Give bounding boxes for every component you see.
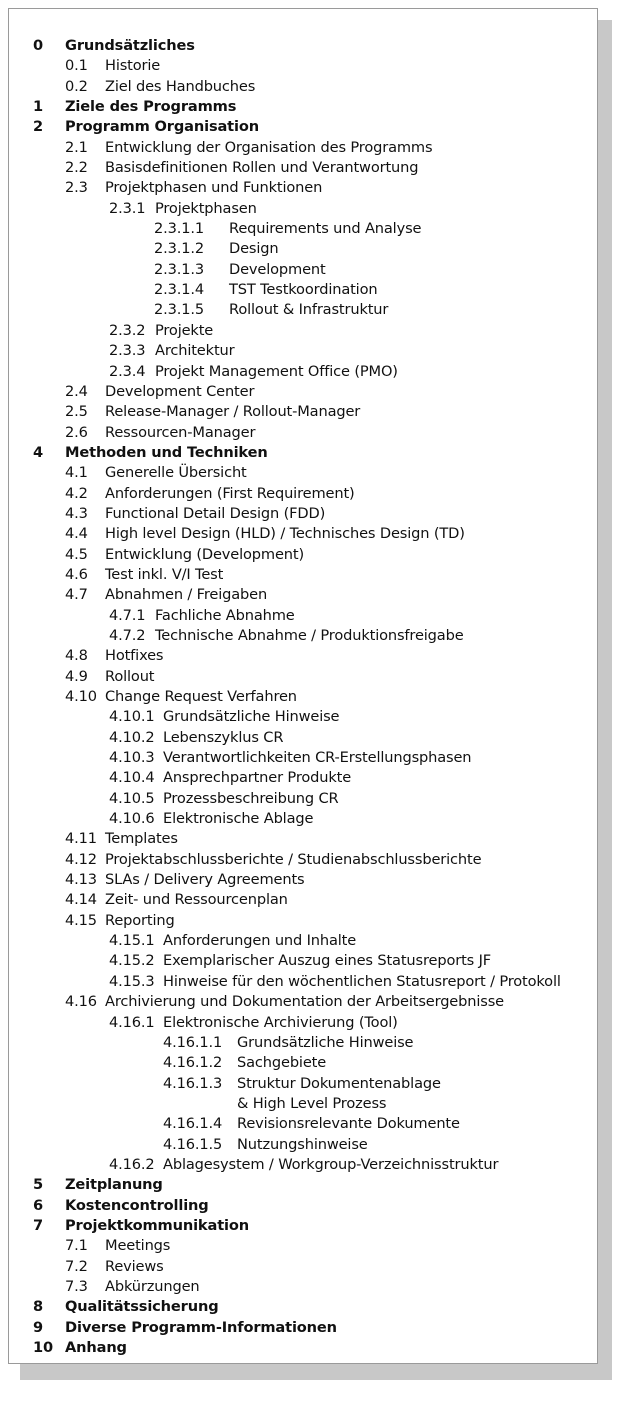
- toc-entry[interactable]: [33, 1236, 591, 1256]
- toc-entry-title: Nutzungshinweise: [237, 1135, 368, 1153]
- toc-entry-number: 4.10.2: [109, 728, 155, 746]
- toc-entry-title: Projekte: [155, 321, 214, 339]
- toc-entry-title: Anhang: [65, 1339, 127, 1356]
- toc-entry[interactable]: [33, 1297, 591, 1317]
- toc-entry-title: Test inkl. V/I Test: [105, 565, 224, 583]
- toc-entry-number: 4.16: [65, 993, 97, 1011]
- toc-entry-title: Programm Organisation: [65, 118, 259, 136]
- toc-entry-title: Entwicklung der Organisation des Programms: [105, 138, 433, 156]
- toc-entry-number: 7.3: [65, 1277, 88, 1295]
- toc-entry-number: 2: [33, 118, 44, 136]
- toc-entry-number: 4.16.1.5: [163, 1135, 223, 1153]
- toc-entry[interactable]: [33, 56, 591, 76]
- table-of-contents: [33, 36, 591, 1358]
- toc-entry-title: Basisdefinitionen Rollen und Verantwortung: [105, 159, 419, 177]
- toc-entry-number: 4.14: [65, 891, 97, 909]
- toc-entry[interactable]: [33, 138, 591, 158]
- toc-entry-number: 4.7.1: [109, 606, 146, 624]
- toc-entry-number: 4.1: [65, 464, 88, 482]
- toc-entry-number: 7.2: [65, 1257, 88, 1275]
- toc-entry-number: 4.12: [65, 850, 97, 868]
- toc-entry[interactable]: [33, 768, 591, 788]
- toc-entry-number: 4.13: [65, 871, 97, 889]
- toc-entry-number: 4.10: [65, 688, 97, 705]
- toc-entry-title: Change Request Verfahren: [105, 688, 297, 705]
- toc-entry-number: 4.7.2: [109, 626, 146, 644]
- toc-entry-title: Ziel des Handbuches: [105, 77, 256, 95]
- toc-entry-number: 4: [33, 443, 44, 461]
- toc-entry[interactable]: [33, 524, 591, 544]
- toc-entry[interactable]: [33, 178, 591, 198]
- toc-entry[interactable]: [33, 646, 591, 666]
- toc-entry-title: Anforderungen und Inhalte: [163, 932, 357, 950]
- toc-entry-title: Requirements und Analyse: [229, 220, 422, 238]
- toc-entry[interactable]: [33, 911, 591, 931]
- toc-entry-number: 2.5: [65, 403, 88, 421]
- toc-entry[interactable]: [33, 158, 591, 178]
- toc-entry-number: 4.16.1.4: [163, 1115, 223, 1133]
- toc-entry[interactable]: [33, 972, 591, 992]
- toc-entry-number: 2.1: [65, 138, 88, 156]
- toc-entry[interactable]: [33, 1216, 591, 1236]
- toc-entry-title: Rollout: [105, 667, 155, 685]
- toc-entry-title: Projektkommunikation: [65, 1216, 249, 1234]
- toc-entry[interactable]: [33, 362, 591, 382]
- toc-entry-title: Projekt Management Office (PMO): [155, 362, 398, 380]
- toc-entry-number: 4.9: [65, 667, 88, 685]
- toc-entry-number: 2.3.1: [109, 199, 146, 217]
- toc-entry[interactable]: [33, 219, 591, 239]
- toc-entry[interactable]: [33, 1318, 591, 1338]
- toc-entry[interactable]: [33, 829, 591, 849]
- toc-entry-title: High level Design (HLD) / Technisches Design (TD): [105, 525, 465, 543]
- toc-entry[interactable]: [33, 463, 591, 483]
- toc-entry-number: 7.1: [65, 1237, 88, 1255]
- toc-entry[interactable]: [33, 992, 591, 1012]
- toc-entry[interactable]: [33, 1257, 591, 1277]
- toc-entry-number: 2.3: [65, 179, 88, 197]
- toc-entry-title: Hotfixes: [105, 647, 164, 665]
- toc-entry-number: 9: [33, 1318, 44, 1336]
- toc-entry[interactable]: [33, 77, 591, 97]
- toc-entry[interactable]: [33, 382, 591, 402]
- toc-entry[interactable]: [33, 606, 591, 626]
- toc-entry[interactable]: [33, 707, 591, 727]
- toc-entry[interactable]: [33, 443, 591, 463]
- toc-entry-title: Projektabschlussberichte / Studienabschlussberichte: [105, 850, 482, 868]
- toc-entry[interactable]: [33, 626, 591, 646]
- toc-entry[interactable]: [33, 484, 591, 504]
- toc-entry[interactable]: [33, 97, 591, 117]
- toc-entry-title: Generelle Übersicht: [105, 464, 247, 482]
- toc-entry-number: 10: [33, 1339, 54, 1356]
- toc-entry[interactable]: [33, 1013, 591, 1033]
- toc-entry[interactable]: [33, 117, 591, 137]
- toc-entry-title: Templates: [105, 830, 178, 848]
- toc-entry-number: 4.15.3: [109, 972, 155, 990]
- toc-entry-title: Sachgebiete: [237, 1054, 327, 1072]
- toc-entry-title: Ansprechpartner Produkte: [163, 769, 352, 787]
- toc-entry-number: 7: [33, 1216, 44, 1234]
- toc-entry-title: Reviews: [105, 1257, 164, 1275]
- toc-entry-title: Architektur: [155, 342, 235, 360]
- toc-entry-title: Meetings: [105, 1237, 171, 1255]
- toc-entry-number: 4.16.2: [109, 1155, 155, 1173]
- toc-entry-number: 4.15.2: [109, 952, 155, 970]
- toc-entry-title: Elektronische Ablage: [163, 810, 314, 828]
- toc-entry-title: Methoden und Techniken: [65, 443, 268, 461]
- toc-entry[interactable]: [33, 1053, 591, 1073]
- toc-entry[interactable]: [33, 951, 591, 971]
- toc-entry-title: Projektphasen: [155, 199, 257, 217]
- toc-entry-title: Diverse Programm-Informationen: [65, 1318, 337, 1336]
- toc-entry-number: 4.15.1: [109, 932, 155, 950]
- toc-entry-title: Anforderungen (First Requirement): [105, 484, 355, 502]
- toc-entry-title: Prozessbeschreibung CR: [163, 789, 339, 807]
- toc-entry-title: Zeitplanung: [65, 1176, 163, 1194]
- toc-entry[interactable]: [33, 321, 591, 341]
- toc-entry-number: 4.4: [65, 525, 88, 543]
- toc-entry-number: 4.7: [65, 586, 88, 604]
- toc-entry[interactable]: [33, 687, 591, 707]
- toc-entry-number: 2.4: [65, 382, 88, 400]
- toc-entry-title: Abkürzungen: [105, 1277, 200, 1295]
- toc-entry-title: Historie: [105, 57, 161, 75]
- toc-entry-number: 2.3.1.4: [154, 281, 205, 299]
- toc-entry-number: 8: [33, 1298, 44, 1316]
- toc-entry-number: 4.10.1: [109, 708, 155, 726]
- toc-entry-number: 4.6: [65, 565, 88, 583]
- toc-entry-number: 2.3.1.2: [154, 240, 205, 258]
- toc-entry[interactable]: [33, 1196, 591, 1216]
- toc-entry-number: 0: [33, 37, 44, 54]
- toc-entry[interactable]: [33, 1114, 591, 1134]
- toc-entry[interactable]: [33, 402, 591, 422]
- toc-entry[interactable]: [33, 565, 591, 585]
- toc-entry-title: Development: [229, 260, 326, 278]
- toc-entry[interactable]: [33, 870, 591, 890]
- toc-entry-title: Grundsätzliche Hinweise: [237, 1033, 414, 1051]
- toc-entry-title: Technische Abnahme / Produktionsfreigabe: [155, 626, 464, 644]
- toc-entry-title: Zeit- und Ressourcenplan: [105, 891, 288, 909]
- toc-entry-title: Entwicklung (Development): [105, 545, 304, 563]
- toc-entry[interactable]: [33, 504, 591, 524]
- toc-entry-title: Grundsätzliches: [65, 37, 195, 54]
- toc-entry[interactable]: [33, 931, 591, 951]
- toc-entry-title: Revisionsrelevante Dokumente: [237, 1115, 460, 1133]
- toc-entry-title: Abnahmen / Freigaben: [105, 586, 268, 604]
- toc-entry-number: 4.2: [65, 484, 88, 502]
- toc-entry-number: 4.11: [65, 830, 97, 848]
- toc-entry[interactable]: [33, 1277, 591, 1297]
- toc-entry-title: Fachliche Abnahme: [155, 606, 295, 624]
- toc-entry-title: Reporting: [105, 911, 175, 929]
- toc-entry-title: Release-Manager / Rollout-Manager: [105, 403, 361, 421]
- toc-entry[interactable]: [33, 667, 591, 687]
- toc-entry[interactable]: [33, 1175, 591, 1195]
- toc-entry[interactable]: [33, 585, 591, 605]
- toc-entry-number: 2.3.1.5: [154, 301, 205, 319]
- toc-entry-number: 4.10.4: [109, 769, 155, 787]
- toc-entry-number: 6: [33, 1196, 44, 1214]
- toc-entry-number: 0.2: [65, 77, 88, 95]
- toc-entry-number: 2.2: [65, 159, 88, 177]
- toc-entry-title: Lebenszyklus CR: [163, 728, 284, 746]
- toc-entry-number: 5: [33, 1176, 44, 1194]
- toc-entry[interactable]: [33, 850, 591, 870]
- toc-entry-title: Ziele des Programms: [65, 98, 237, 116]
- toc-entry-number: 4.10.5: [109, 789, 155, 807]
- toc-entry[interactable]: [33, 1094, 591, 1114]
- toc-entry-title: Struktur Dokumentenablage: [237, 1074, 441, 1092]
- toc-entry-title: Rollout & Infrastruktur: [229, 301, 389, 319]
- toc-entry-number: 2.3.3: [109, 342, 146, 360]
- toc-entry-number: 4.16.1.2: [163, 1054, 223, 1072]
- toc-entry-title: Design: [229, 240, 279, 258]
- toc-entry-number: 2.3.1.3: [154, 260, 205, 278]
- toc-entry-number: 2.3.1.1: [154, 220, 205, 238]
- toc-entry[interactable]: [33, 1338, 591, 1358]
- toc-entry[interactable]: [33, 1155, 591, 1175]
- toc-entry-title: Kostencontrolling: [65, 1196, 209, 1214]
- toc-entry[interactable]: [33, 260, 591, 280]
- toc-entry[interactable]: [33, 890, 591, 910]
- toc-entry[interactable]: [33, 423, 591, 443]
- toc-entry-number: 4.8: [65, 647, 88, 665]
- toc-entry-title: Functional Detail Design (FDD): [105, 504, 326, 522]
- toc-entry-title: Verantwortlichkeiten CR-Erstellungsphasen: [163, 749, 472, 767]
- toc-entry[interactable]: [33, 341, 591, 361]
- toc-entry[interactable]: [33, 748, 591, 768]
- toc-entry-title: Ablagesystem / Workgroup-Verzeichnisstruktur: [163, 1155, 499, 1173]
- toc-entry[interactable]: [33, 280, 591, 300]
- toc-entry-number: 1: [33, 98, 44, 116]
- toc-entry-number: 4.5: [65, 545, 88, 563]
- toc-entry-number: 4.16.1.3: [163, 1074, 223, 1092]
- toc-entry-number: 2.6: [65, 423, 88, 441]
- toc-entry[interactable]: [33, 239, 591, 259]
- toc-entry-number: 4.3: [65, 504, 88, 522]
- toc-entry-title: TST Testkoordination: [229, 281, 378, 299]
- toc-entry[interactable]: [33, 1033, 591, 1053]
- toc-entry-title: Exemplarischer Auszug eines Statusreports JF: [163, 952, 491, 970]
- toc-entry-title: Development Center: [105, 382, 255, 400]
- toc-entry[interactable]: [33, 36, 591, 56]
- toc-entry-number: 0.1: [65, 57, 88, 75]
- toc-entry-title: Elektronische Archivierung (Tool): [163, 1013, 398, 1031]
- toc-entry-title: SLAs / Delivery Agreements: [105, 871, 305, 889]
- toc-entry-number: 2.3.4: [109, 362, 146, 380]
- toc-entry-number: 4.10.6: [109, 810, 155, 828]
- toc-entry-number: 2.3.2: [109, 321, 146, 339]
- toc-card: [8, 8, 598, 1364]
- toc-entry[interactable]: [33, 199, 591, 219]
- toc-entry[interactable]: [33, 1074, 591, 1094]
- toc-entry-title: & High Level Prozess: [237, 1094, 387, 1112]
- toc-entry-title: Grundsätzliche Hinweise: [163, 708, 340, 726]
- toc-entry-title: Ressourcen-Manager: [105, 423, 256, 441]
- toc-entry[interactable]: [33, 789, 591, 809]
- toc-entry[interactable]: [33, 809, 591, 829]
- toc-entry[interactable]: [33, 728, 591, 748]
- toc-entry-number: 4.10.3: [109, 749, 155, 767]
- toc-entry[interactable]: [33, 300, 591, 320]
- toc-entry-title: Qualitätssicherung: [65, 1298, 219, 1316]
- toc-entry[interactable]: [33, 545, 591, 565]
- toc-entry-number: 4.16.1.1: [163, 1033, 223, 1051]
- toc-entry[interactable]: [33, 1135, 591, 1155]
- toc-entry-title: Projektphasen und Funktionen: [105, 179, 323, 197]
- toc-entry-title: Archivierung und Dokumentation der Arbeitsergebnisse: [105, 993, 504, 1011]
- toc-entry-number: 4.15: [65, 911, 97, 929]
- toc-entry-number: 4.16.1: [109, 1013, 155, 1031]
- toc-entry-title: Hinweise für den wöchentlichen Statusreport / Protokoll: [163, 972, 561, 990]
